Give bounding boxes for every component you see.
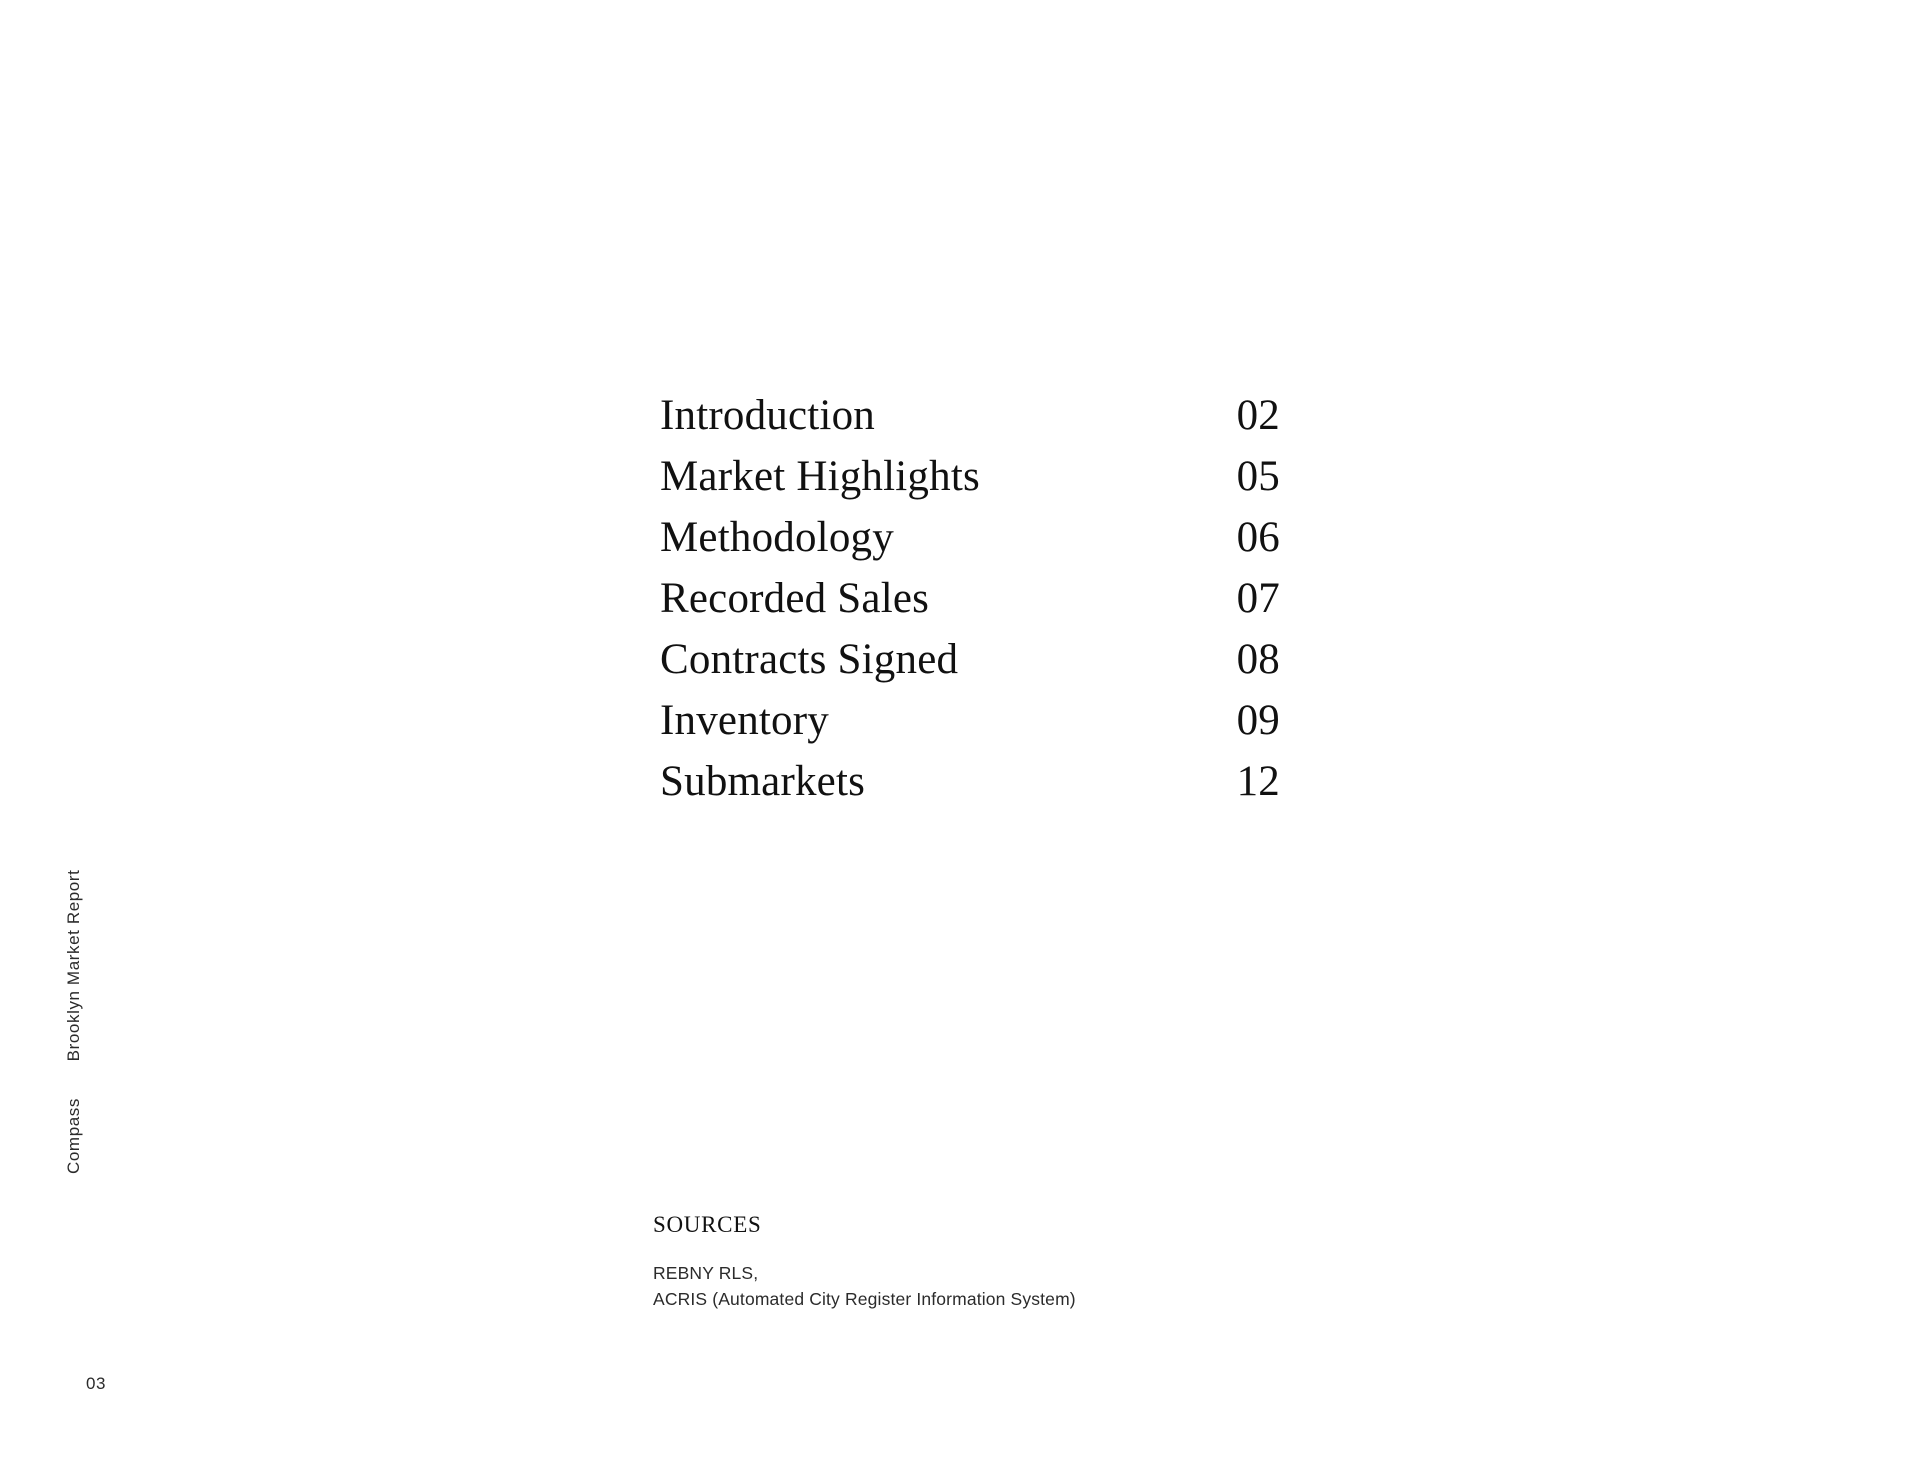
toc-entry[interactable] xyxy=(660,751,1280,812)
toc-entry[interactable] xyxy=(660,385,1280,446)
sources-line: ACRIS (Automated City Register Information System) xyxy=(653,1289,1076,1309)
toc-entry-title: Inventory xyxy=(660,697,829,744)
toc-entry-page: 06 xyxy=(1236,514,1280,561)
toc-entry-title: Submarkets xyxy=(660,758,866,805)
running-side-label xyxy=(64,870,84,1174)
toc-entry-page: 12 xyxy=(1236,758,1280,805)
toc-entry[interactable] xyxy=(660,690,1280,751)
toc-entry[interactable] xyxy=(660,568,1280,629)
toc-entry-title: Contracts Signed xyxy=(660,636,959,683)
toc-entry[interactable] xyxy=(660,446,1280,507)
toc-entry-page: 05 xyxy=(1236,453,1280,500)
sources-heading: SOURCES xyxy=(653,1212,762,1237)
toc-entry-page: 07 xyxy=(1236,575,1280,622)
toc-entry-page: 08 xyxy=(1236,636,1280,683)
sources-line: REBNY RLS, xyxy=(653,1263,759,1283)
page-number: 03 xyxy=(86,1374,107,1393)
side-label-brand: Compass xyxy=(64,1097,83,1174)
toc-entry[interactable] xyxy=(660,629,1280,690)
toc-entry-title: Market Highlights xyxy=(660,453,980,500)
toc-entry-title: Introduction xyxy=(660,392,875,439)
toc-entry-title: Methodology xyxy=(660,514,894,561)
table-of-contents xyxy=(660,385,1280,812)
toc-entry-page: 02 xyxy=(1236,392,1280,439)
toc-entry-title: Recorded Sales xyxy=(660,575,930,622)
sources-block xyxy=(653,1212,1353,1312)
side-label-title: Brooklyn Market Report xyxy=(64,869,83,1062)
toc-entry-page: 09 xyxy=(1236,697,1280,744)
toc-entry[interactable] xyxy=(660,507,1280,568)
